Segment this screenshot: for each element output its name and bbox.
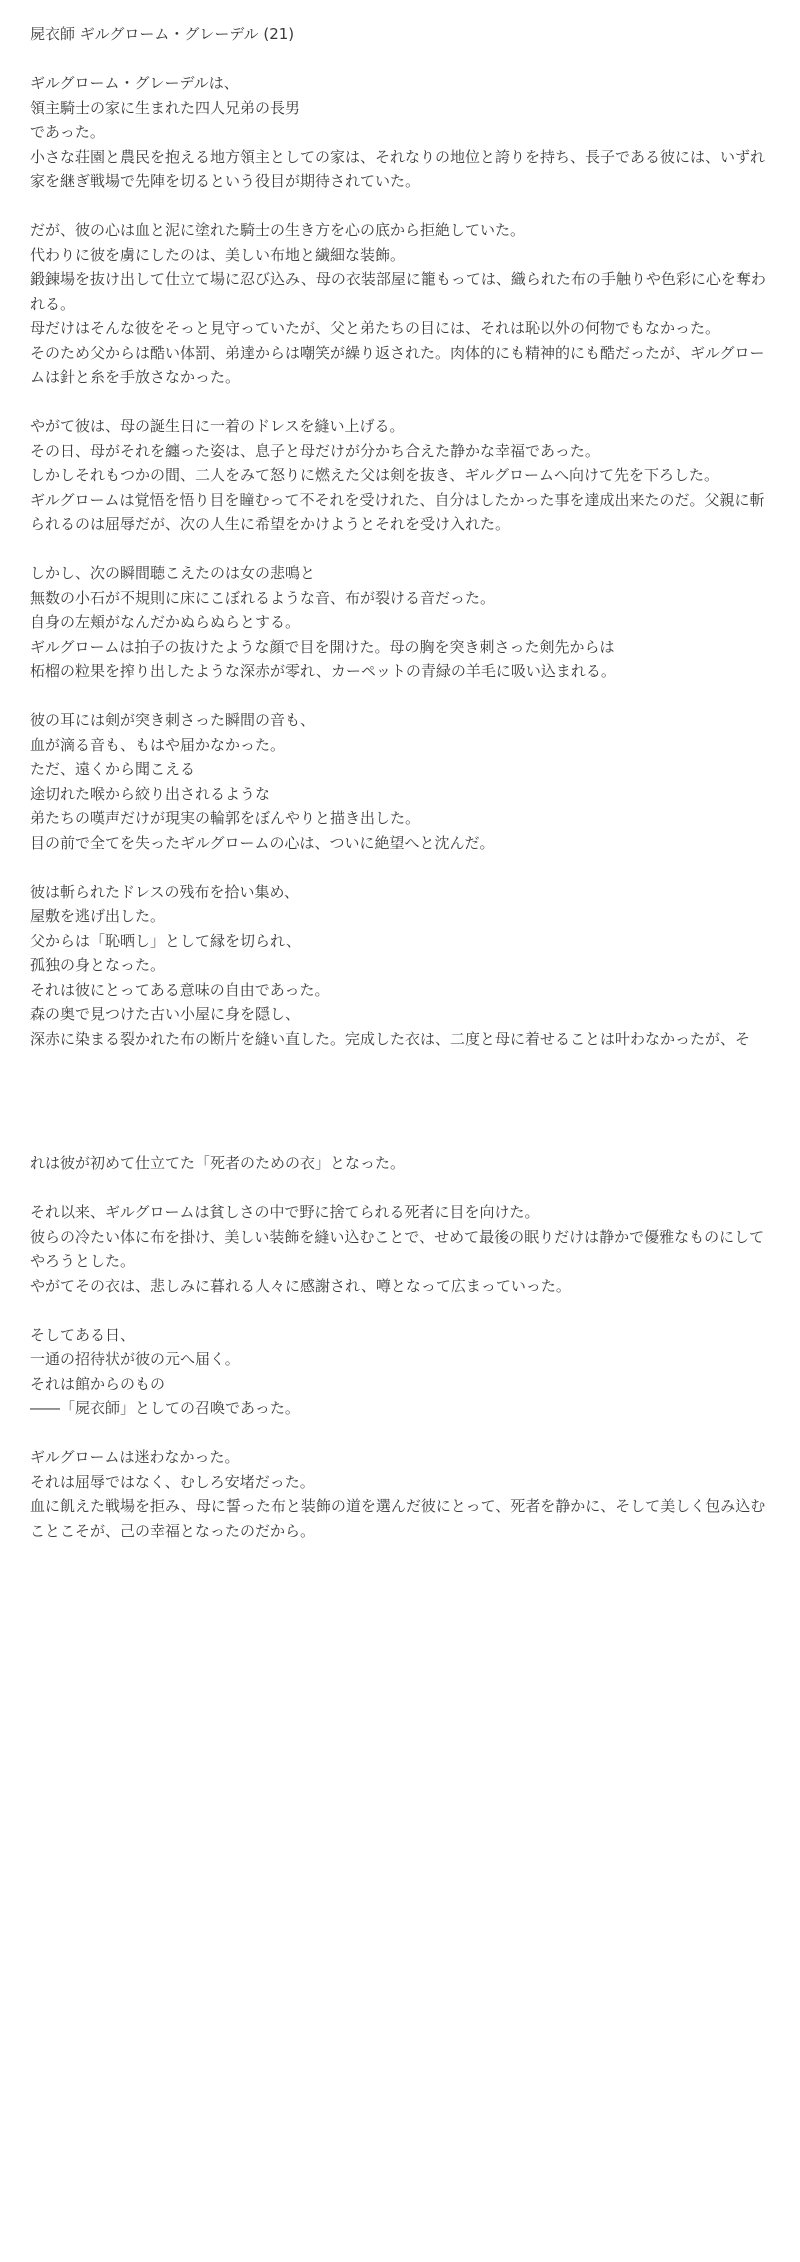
text-line: その日、母がそれを纏った姿は、息子と母だけが分かち合えた静かな幸福であった。 <box>30 441 600 460</box>
text-line: それは館からのもの <box>30 1374 166 1393</box>
text-line: ギルグローム・グレーデルは、 <box>30 74 239 92</box>
text-line: それは屈辱ではなく、むしろ安堵だった。 <box>30 1472 315 1491</box>
paragraph-5 <box>30 708 770 855</box>
paragraph-1 <box>30 71 770 194</box>
text-line: 鍛錬場を抜け出して仕立て場に忍び込み、母の衣装部屋に籠もっては、織られた布の手触りや色彩に心を奪われる。 <box>30 270 766 313</box>
text-line: ただ、遠くから聞こえる <box>30 760 196 778</box>
paragraph-7 <box>30 1151 770 1176</box>
paragraph-8 <box>30 1200 770 1298</box>
text-line: 小さな荘園と農民を抱える地方領主としての家は、それなりの地位と誇りを持ち、長子である彼には、いずれ家を継ぎ戦場で先陣を切るという役目が期待されていた。 <box>30 147 766 190</box>
text-line: だが、彼の心は血と泥に塗れた騎士の生き方を心の底から拒絶していた。 <box>30 221 526 239</box>
text-line: 彼の耳には剣が突き刺さった瞬間の音も、 <box>30 711 316 729</box>
text-line: 血に飢えた戦場を拒み、母に誓った布と装飾の道を選んだ彼にとって、死者を静かに、そして美しく包み込むことこそが、己の幸福となったのだから。 <box>30 1497 766 1540</box>
paragraph-10 <box>30 1445 770 1543</box>
text-line: やがてその衣は、悲しみに暮れる人々に感謝され、噂となって広まっていった。 <box>30 1276 571 1295</box>
text-line: 彼らの冷たい体に布を掛け、美しい装飾を縫い込むことで、せめて最後の眠りだけは静かで優雅なものにしてやろうとした。 <box>30 1227 765 1270</box>
text-line: 母だけはそんな彼をそっと見守っていたが、父と弟たちの目には、それは恥以外の何物でもなかった。 <box>30 319 721 337</box>
text-line: 代わりに彼を虜にしたのは、美しい布地と繊細な装飾。 <box>30 245 406 264</box>
text-line: そしてある日、 <box>30 1325 136 1344</box>
paragraph-9 <box>30 1323 770 1421</box>
paragraph-2 <box>30 218 770 390</box>
text-line: れは彼が初めて仕立てた「死者のための衣」となった。 <box>30 1154 406 1172</box>
text-line: 深赤に染まる裂かれた布の断片を縫い直した。完成した衣は、二度と母に着せることは叶わなかったが、そ <box>30 1029 751 1048</box>
text-line: そのため父からは酷い体罰、弟達からは嘲笑が繰り返された。肉体的にも精神的にも酷だったが、ギルグロームは針と糸を手放さなかった。 <box>30 343 765 386</box>
text-line: 彼は斬られたドレスの残布を拾い集め、 <box>30 882 299 901</box>
text-line: 弟たちの嘆声だけが現実の輪郭をぼんやりと描き出した。 <box>30 809 421 827</box>
text-line: 孤独の身となった。 <box>30 956 166 974</box>
text-line: ――「屍衣師」としての召喚であった。 <box>30 1399 300 1417</box>
text-line: 血が滴る音も、もはや届かなかった。 <box>30 735 286 754</box>
text-line: 自身の左頬がなんだかぬらぬらとする。 <box>30 613 301 631</box>
text-line: 領主騎士の家に生まれた四人兄弟の長男 <box>30 98 301 117</box>
text-line: ギルグロームは覚悟を悟り目を瞳むって不それを受けれた、自分はしたかった事を達成出来たのだ。父親に斬られるのは屈辱だが、次の人生に希望をかけようとそれを受け入れた。 <box>30 490 765 533</box>
text-line: しかしそれもつかの間、二人をみて怒りに燃えた父は剣を抜き、ギルグロームへ向けて先を下ろした。 <box>30 466 719 484</box>
page-break-gap <box>30 1051 770 1151</box>
text-line: 柘榴の粒果を搾り出したような深赤が零れ、カーペットの青緑の羊毛に吸い込まれる。 <box>30 662 616 680</box>
text-line: 無数の小石が不規則に床にこぼれるような音、布が裂ける音だった。 <box>30 588 496 607</box>
text-line: それ以来、ギルグロームは貧しさの中で野に捨てられる死者に目を向けた。 <box>30 1203 540 1221</box>
paragraph-6 <box>30 880 770 1052</box>
text-line: ギルグロームは迷わなかった。 <box>30 1448 240 1466</box>
text-line: しかし、次の瞬間聴こえたのは女の悲鳴と <box>30 564 316 582</box>
document-title: 屍衣師 ギルグローム・グレーデル (21) <box>30 25 295 43</box>
text-line: であった。 <box>30 123 105 141</box>
text-line: 森の奥で見つけた古い小屋に身を隠し、 <box>30 1005 301 1023</box>
document-body <box>30 22 770 1543</box>
text-line: ギルグロームは拍子の抜けたような顔で目を開けた。母の胸を突き刺さった剣先からは <box>30 637 615 656</box>
text-line: それは彼にとってある意味の自由であった。 <box>30 980 330 999</box>
paragraph-3 <box>30 414 770 537</box>
text-line: 屋敷を逃げ出した。 <box>30 907 166 925</box>
text-line: 一通の招待状が彼の元へ届く。 <box>30 1350 240 1368</box>
text-line: やがて彼は、母の誕生日に一着のドレスを縫い上げる。 <box>30 417 405 435</box>
paragraph-4 <box>30 561 770 684</box>
text-line: 目の前で全てを失ったギルグロームの心は、ついに絶望へと沈んだ。 <box>30 833 495 852</box>
text-line: 途切れた喉から絞り出されるような <box>30 784 271 803</box>
text-line: 父からは「恥晒し」として縁を切られ、 <box>30 931 301 950</box>
